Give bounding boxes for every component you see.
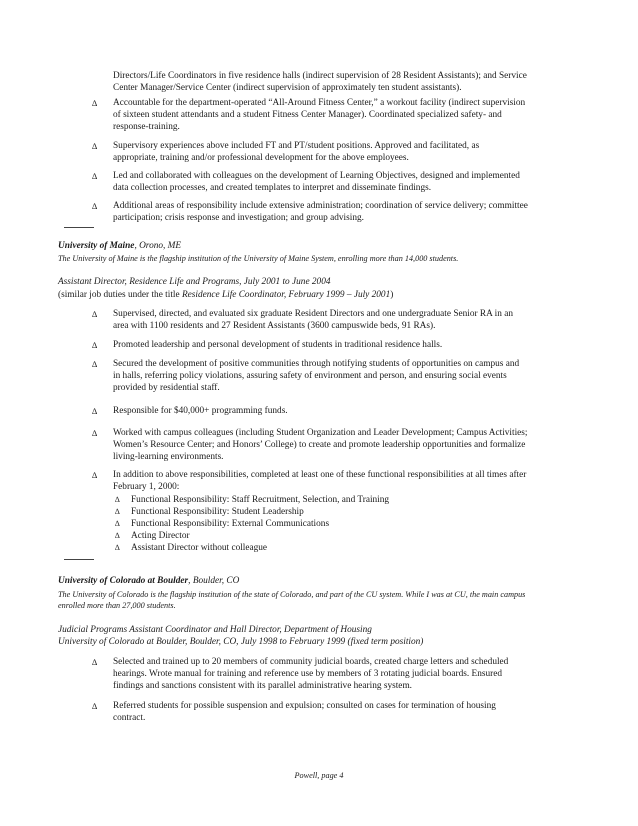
bullet-text: Accountable for the department-operated “All-Around Fitness Center,” a workout facility (indirect supervision: [113, 98, 526, 108]
sub-bullet-text: Acting Director: [131, 531, 190, 541]
bullet-text: In addition to above responsibilities, completed at least one of these functional responsibilities at all times after: [113, 470, 527, 480]
bullet-text: Led and collaborated with colleagues on the development of Learning Objectives, designed and implemented: [113, 171, 520, 181]
sub-bullet-icon: ∆: [115, 507, 120, 516]
bullet-icon: ∆: [92, 701, 98, 711]
employer-description: The University of Colorado is the flagship institution of the state of Colorado, and part of the CU system. While I was at CU, the main campus: [58, 590, 526, 599]
bullet-text: February 1, 2000:: [113, 482, 180, 492]
bullet-icon: ∆: [92, 428, 98, 438]
position-location: University of Colorado at Boulder, Boulder, CO, July 1998 to February 1999 (fixed term position): [58, 637, 424, 647]
bullet-text: Additional areas of responsibility include extensive administration; coordination of service delivery; committee: [113, 201, 528, 211]
employer-location: , Orono, ME: [134, 241, 182, 251]
page-footer: Powell, page 4: [294, 771, 344, 780]
bullet-icon: ∆: [92, 171, 98, 181]
bullet-icon: ∆: [92, 340, 98, 350]
employer-heading: [58, 240, 181, 253]
bullet-text: Referred students for possible suspension and expulsion; consulted on cases for termination of housing: [113, 701, 496, 711]
continuation-line-1: Directors/Life Coordinators in five residence halls (indirect supervision of 28 Resident Assistants); and Service: [113, 71, 527, 81]
bullet-text: of sixteen student attendants and a student Fitness Center Manager). Coordinated specialized safety- and: [113, 110, 502, 120]
bullet-text: appropriate, training and/or professional development for the above employees.: [113, 153, 409, 163]
bullet-icon: ∆: [92, 309, 98, 319]
bullet-text: Promoted leadership and personal development of students in traditional residence halls.: [113, 340, 443, 350]
employer-description: The University of Maine is the flagship institution of the University of Maine System, enrolling more than 14,000 students.: [58, 254, 459, 263]
sub-bullet-icon: ∆: [115, 531, 120, 540]
employer-description: enrolled more than 27,000 students.: [58, 601, 176, 610]
employer-name: University of Colorado at Boulder: [58, 576, 189, 586]
bullet-text: in halls, referring policy violations, assuring safety of environment and person, and ensuring social events: [113, 371, 507, 381]
bullet-icon: ∆: [92, 359, 98, 369]
bullet-icon: ∆: [92, 201, 98, 211]
bullet-text: area with 1100 residents and 27 Resident Assistants (3600 campuswide beds, 91 RAs).: [113, 321, 436, 331]
bullet-text: participation; crisis response and investigation; and group advising.: [113, 213, 364, 223]
bullet-text: Worked with campus colleagues (including Student Organization and Leader Development; Campus Activities;: [113, 428, 528, 438]
bullet-text: Supervised, directed, and evaluated six graduate Resident Directors and one undergraduate Senior RA in an: [113, 309, 513, 319]
bullet-icon: ∆: [92, 406, 98, 416]
bullet-text: contract.: [113, 713, 146, 723]
sub-bullet-text: Assistant Director without colleague: [131, 543, 268, 553]
bullet-text: Supervisory experiences above included FT and PT/student positions. Approved and facilitated, as: [113, 141, 480, 151]
bullet-text: findings and sanctions consistent with its parallel administrative hearing system.: [113, 681, 412, 691]
sub-bullet-icon: ∆: [115, 543, 120, 552]
bullet-text: Secured the development of positive communities through notifying students of opportunities on campus and: [113, 359, 520, 369]
continuation-line-2: Center Manager/Service Center (indirect supervision of approximately ten student assistants).: [113, 83, 462, 93]
sub-bullet-text: Functional Responsibility: Staff Recruitment, Selection, and Training: [131, 495, 390, 505]
similar-title-line: (similar job duties under the title Residence Life Coordinator, February 1999 – July 2001): [58, 290, 394, 300]
bullet-text: response-training.: [113, 122, 180, 132]
bullet-text: Selected and trained up to 20 members of community judicial boards, created charge letters and scheduled: [113, 657, 509, 667]
sub-bullet-text: Functional Responsibility: External Communications: [131, 519, 330, 529]
section-divider: [64, 227, 94, 228]
employer-name: University of Maine: [58, 241, 135, 251]
sub-bullet-text: Functional Responsibility: Student Leadership: [131, 507, 304, 517]
bullet-text: Women’s Resource Center; and Honors’ College) to create and promote leadership opportunities and formalize: [113, 440, 526, 450]
position-title: Judicial Programs Assistant Coordinator and Hall Director, Department of Housing: [58, 625, 372, 635]
section-divider: [64, 559, 94, 560]
bullet-icon: ∆: [92, 657, 98, 667]
position-title: Assistant Director, Residence Life and Programs, July 2001 to June 2004: [58, 277, 331, 287]
bullet-icon: ∆: [92, 470, 98, 480]
bullet-icon: ∆: [92, 98, 98, 108]
bullet-text: Responsible for $40,000+ programming funds.: [113, 406, 288, 416]
sub-bullet-icon: ∆: [115, 495, 120, 504]
bullet-icon: ∆: [92, 141, 98, 151]
bullet-text: data collection processes, and created templates to interpret and disseminate findings.: [113, 183, 432, 193]
bullet-text: provided by residential staff.: [113, 383, 220, 393]
bullet-text: hearings. Wrote manual for training and reference use by members of 3 rotating judicial boards. Ensured: [113, 669, 503, 679]
bullet-text: living-learning environments.: [113, 452, 224, 462]
employer-location: , Boulder, CO: [188, 576, 240, 586]
sub-bullet-icon: ∆: [115, 519, 120, 528]
employer-heading: [58, 575, 239, 588]
